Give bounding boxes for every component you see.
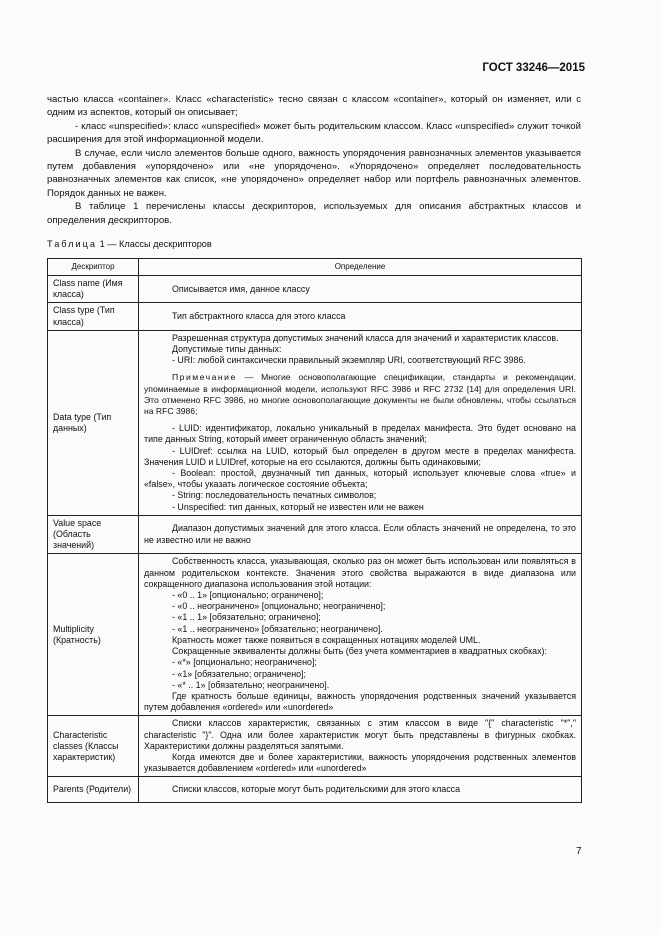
descriptor-table	[47, 258, 582, 803]
list-item: - Boolean: простой, двузначный тип данных, который использует ключевые слова «true» и «false», чтобы указать логическое состояние объекта;	[144, 468, 576, 490]
definition-line: - «1 .. 1» [обязательно; ограничено];	[172, 612, 321, 623]
definition-line: - «0 .. 1» [опционально; ограничено];	[172, 590, 324, 601]
definition-line: - «* .. 1» [обязательно; неограничено].	[172, 679, 330, 690]
descriptor-cell: Class name (Имя класса)	[48, 276, 139, 303]
list-item: - String: последовательность печатных символов;	[172, 490, 377, 501]
definition-line: - URI: любой синтаксически правильный экземпляр URI, соответствующий RFC 3986.	[172, 355, 526, 366]
table-row	[48, 554, 582, 716]
definition-line: Кратность может также появиться в сокращенных нотациях моделей UML.	[172, 634, 481, 645]
list-item: - LUID: идентификатор, локально уникальный в пределах манифеста. Это будет основано на типе данных String, который имеет ограниченную область значений;	[144, 423, 576, 445]
definition-line: - «1» [обязательно; ограничено];	[172, 668, 307, 679]
table-row	[48, 330, 582, 515]
descriptor-cell: Characteristic classes (Классы характеристик)	[48, 716, 139, 777]
definition-line: Сокращенные эквиваленты должны быть (без учета комментариев в квадратных скобках):	[172, 646, 547, 657]
table-row	[48, 515, 582, 554]
definition-cell	[139, 515, 582, 554]
list-item: - LUIDref: ссылка на LUID, который был определен в другом месте в пределах манифеста. Значения LUID и LUIDref, которые на его ссылаются, должны быть одинаковыми;	[144, 445, 576, 467]
definition-line: Где кратность больше единицы, важность упорядочения родственных значений указывается путем добавления «ordered» или «unordered»	[144, 690, 576, 713]
definition-line: Разрешенная структура допустимых значений класса для значений и характеристик классов.	[172, 332, 559, 343]
list-item: - Unspecified: тип данных, который не известен или не важен	[172, 501, 424, 512]
definition-cell	[139, 330, 582, 515]
note-text: — Многие основополагающие спецификации, стандарты и рекомендации, упоминаемые в информационной модели, используют RFC 3986 и RFC 2732 [14] для определения URI. Это отменено RFC 3986, но многие основополагающие документы не были обновлены, чтобы ссылаться на RFC 3986;	[144, 372, 576, 417]
definition-cell	[139, 777, 582, 803]
definition-cell	[139, 303, 582, 330]
definition-line: - «*» [опционально; неограничено];	[172, 657, 317, 668]
definition-cell	[139, 276, 582, 303]
paragraph: - класс «unspecified»: класс «unspecified» может быть родительским классом. Класс «unspecified» служит точкой расширения для этой информационной модели.	[47, 120, 581, 146]
caption-title: — Классы дескрипторов	[104, 239, 212, 249]
definition-line: Тип абстрактного класса для этого класса	[172, 311, 346, 321]
body-text	[47, 93, 581, 227]
table-row	[48, 303, 582, 330]
definition-line: Диапазон допустимых значений для этого класса. Если область значений не определена, то это не известно или не важно	[144, 523, 576, 545]
caption-prefix: Таблица	[47, 239, 98, 249]
paragraph: В случае, если число элементов больше одного, важность упорядочения равнозначных элементов указывается путем добавления «упорядочено» или «не упорядочено». «Упорядочено» определяет последовательность равнозначных элементов как список, «не упорядочено» определяет набор или портфель равнозначных элементов. Порядок данных не важен.	[47, 147, 581, 199]
descriptor-cell: Multiplicity (Кратность)	[48, 554, 139, 716]
table-row	[48, 716, 582, 777]
definition-line: Списки классов характеристик, связанных с этим классом в виде "{" characteristic "*"," characteristic "}". Одна или более характеристик могут быть представлены в фигурных скобках. Характеристики должны разделяться запятыми.	[144, 718, 576, 751]
table-caption	[47, 239, 212, 249]
definition-line: - «0 .. неограничено» [опционально; неограничено];	[172, 601, 386, 612]
note	[144, 372, 576, 417]
table-row	[48, 276, 582, 303]
definition-cell	[139, 554, 582, 716]
definition-cell	[139, 716, 582, 777]
column-header-definition: Определение	[139, 259, 582, 276]
definition-line: Списки классов, которые могут быть родительскими для этого класса	[172, 784, 461, 795]
table-header-row	[48, 259, 582, 276]
caption-number: 1	[99, 239, 105, 249]
paragraph: В таблице 1 перечислены классы дескрипторов, используемых для описания абстрактных классов и определения дескрипторов.	[47, 201, 581, 226]
page-number: 7	[576, 846, 582, 857]
column-header-descriptor: Дескриптор	[48, 259, 139, 276]
paragraph: частью класса «container». Класс «characteristic» тесно связан с классом «container», который он изменяет, или с одним из аспектов, который он описывает;	[47, 94, 581, 119]
definition-line: Собственность класса, указывающая, сколько раз он может быть использован или появляться в данном родительском контексте. Значения этого свойства выражаются в виде диапазона или сокращенного диапазона использования этой нотации:	[144, 556, 576, 589]
descriptor-cell: Class type (Тип класса)	[48, 303, 139, 330]
descriptor-cell: Data type (Тип данных)	[48, 330, 139, 515]
standard-designation: ГОСТ 33246—2015	[482, 62, 585, 74]
definition-line: Допустимые типы данных:	[172, 344, 282, 355]
table-row	[48, 777, 582, 803]
descriptor-cell: Value space (Область значений)	[48, 515, 139, 554]
note-label: Примечание	[172, 372, 237, 383]
definition-line: - «1 .. неограничено» [обязательно; неограничено].	[172, 623, 383, 634]
definition-line: Когда имеются две и более характеристики, важность упорядочения родственных элементов указывается добавлением «ordered» или «unordered»	[144, 751, 576, 774]
descriptor-cell: Parents (Родители)	[48, 777, 139, 803]
definition-line: Описывается имя, данное классу	[172, 283, 310, 294]
